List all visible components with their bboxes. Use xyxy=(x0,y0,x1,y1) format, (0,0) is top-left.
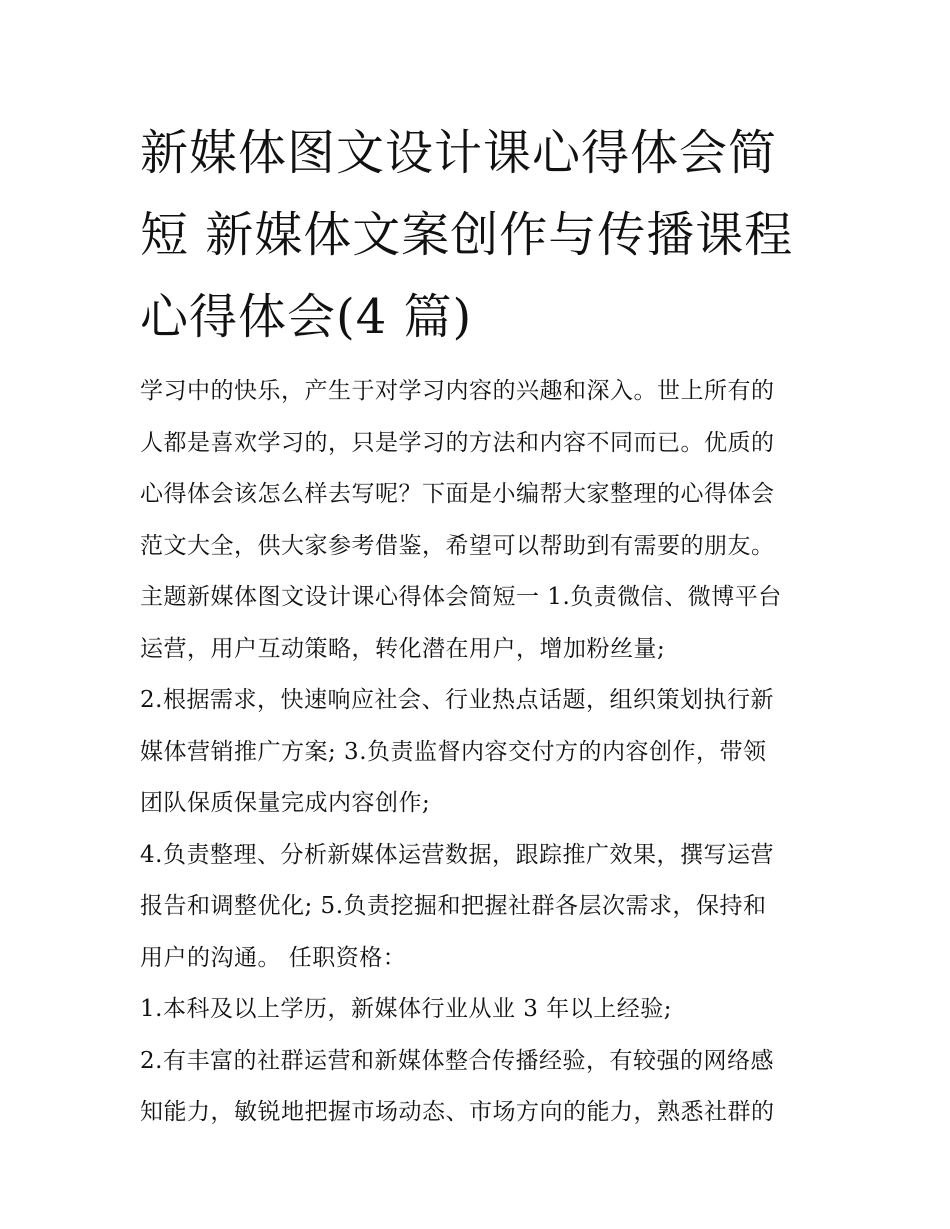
body-line: 运营，用户互动策略，转化潜在用户，增加粉丝量; xyxy=(140,635,666,662)
document-page xyxy=(140,112,820,1139)
body-line: 团队保质保量完成内容创作; xyxy=(140,790,431,816)
body-line: 范文大全，供大家参考借鉴，希望可以帮助到有需要的朋友。 xyxy=(140,532,775,559)
document-title xyxy=(140,112,820,358)
body-line: 2.有丰富的社群运营和新媒体整合传播经验，有较强的网络感 xyxy=(140,1047,774,1074)
body-line: 报告和调整优化; 5.负责挖掘和把握社群各层次需求，保持和 xyxy=(140,893,767,919)
body-line: 2.根据需求，快速响应社会、行业热点话题，组织策划执行新 xyxy=(140,687,774,713)
body-line: 心得体会该怎么样去写呢？下面是小编帮大家整理的心得体会 xyxy=(140,481,775,507)
body-line: 知能力，敏锐地把握市场动态、市场方向的能力，熟悉社群的 xyxy=(140,1099,775,1125)
body-line: 媒体营销推广方案; 3.负责监督内容交付方的内容创作，带领 xyxy=(140,738,767,765)
title-line: 心得体会(4 篇) xyxy=(140,289,473,345)
title-line: 新媒体图文设计课心得体会简 xyxy=(140,125,778,181)
title-line: 短 新媒体文案创作与传播课程 xyxy=(140,207,794,263)
body-line: 用户的沟通。 任职资格： xyxy=(140,944,407,971)
body-line: 主题新媒体图文设计课心得体会简短一 1.负责微信、微博平台 xyxy=(140,584,782,610)
body-line: 人都是喜欢学习的，只是学习的方法和内容不同而已。优质的 xyxy=(140,429,775,456)
body-line: 1.本科及以上学历，新媒体行业从业 3 年以上经验; xyxy=(140,996,672,1022)
body-line: 学习中的快乐，产生于对学习内容的兴趣和深入。世上所有的 xyxy=(140,378,775,404)
body-line: 4.负责整理、分析新媒体运营数据，跟踪推广效果，撰写运营 xyxy=(140,841,774,868)
document-body xyxy=(140,366,820,1139)
